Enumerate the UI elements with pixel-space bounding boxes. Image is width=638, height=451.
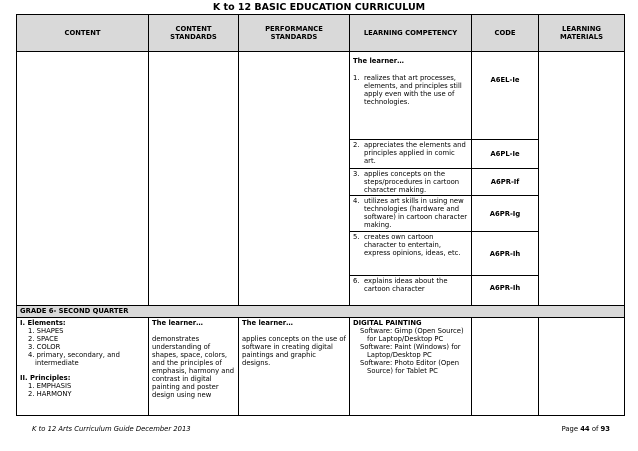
competency-number: 1.	[353, 74, 360, 82]
code-cell: A6PR-Ih	[472, 276, 539, 306]
materials-cell-empty	[539, 52, 625, 306]
header-learning-materials: LEARNING MATERIALS	[539, 15, 625, 52]
competency-number: 5.	[353, 233, 360, 241]
header-content-standards: CONTENT STANDARDS	[149, 15, 239, 52]
curriculum-table	[16, 14, 625, 416]
competency-cell	[350, 52, 472, 140]
header-code: CODE	[472, 15, 539, 52]
list-item: 3. COLOR	[28, 343, 61, 351]
competency-cell	[350, 140, 472, 169]
content-standards-cell	[149, 318, 239, 416]
performance-standards-cell-empty	[239, 52, 350, 306]
content-standards-intro: The learner…	[152, 319, 203, 327]
list-item: 2. SPACE	[28, 335, 59, 343]
header-content: CONTENT	[17, 15, 149, 52]
content-cell	[17, 318, 149, 416]
code-cell-empty	[472, 318, 539, 416]
content-standards-text: demonstrates understanding of shapes, space, colors, and the principles of emphasis, harmony and contrast in digital painting and poster design using new	[152, 335, 235, 399]
header-row	[17, 15, 625, 52]
competency-number: 3.	[353, 170, 360, 178]
content-cell-empty	[17, 52, 149, 306]
materials-cell-empty	[539, 318, 625, 416]
footer-guide-label: K to 12 Arts Curriculum Guide December 2013	[32, 425, 191, 433]
quarter-label: GRADE 6- SECOND QUARTER	[17, 306, 625, 318]
quarter-row	[17, 306, 625, 318]
list-item	[353, 277, 468, 293]
list-item: 2. HARMONY	[28, 390, 72, 398]
list-item: Software: Photo Editor (Open Source) for Tablet PC	[360, 359, 460, 375]
competency-text: applies concepts on the steps/procedures in cartoon character making.	[364, 170, 460, 194]
competency-cell	[350, 232, 472, 276]
competency-text: realizes that art processes, elements, and principles still apply even with the use of technologies.	[364, 74, 462, 106]
table-row	[17, 52, 625, 140]
list-item	[353, 197, 468, 229]
competency-number: 2.	[353, 141, 360, 149]
learner-intro: The learner…	[353, 57, 404, 65]
digital-painting-heading: DIGITAL PAINTING	[353, 319, 422, 327]
competency-cell	[350, 169, 472, 196]
code-cell: A6PR-Ig	[472, 196, 539, 232]
competency-number: 6.	[353, 277, 360, 285]
elements-heading: I. Elements:	[20, 319, 66, 327]
competency-text: utilizes art skills in using new technologies (hardware and software) in cartoon character making.	[364, 197, 468, 229]
code-cell: A6PL-Ie	[472, 140, 539, 169]
footer-page-number: Page 44 of 93	[561, 425, 610, 433]
code-cell: A6PR-If	[472, 169, 539, 196]
competency-number: 4.	[353, 197, 360, 205]
competency-text: creates own cartoon character to entertain, express opinions, ideas, etc.	[364, 233, 461, 257]
list-item	[353, 74, 468, 106]
list-item: Software: Paint (Windows) for Laptop/Desktop PC	[360, 343, 461, 359]
list-item	[353, 141, 468, 165]
header-learning-competency: LEARNING COMPETENCY	[350, 15, 472, 52]
list-item: 4. primary, secondary, and intermediate	[28, 351, 120, 367]
content-standards-cell-empty	[149, 52, 239, 306]
table-row	[17, 318, 625, 416]
performance-standards-intro: The learner…	[242, 319, 293, 327]
page-title: K to 12 BASIC EDUCATION CURRICULUM	[212, 2, 426, 13]
list-item: 1. EMPHASIS	[28, 382, 72, 390]
list-item	[353, 170, 468, 194]
list-item	[353, 233, 468, 257]
competency-text: appreciates the elements and principles applied in comic art.	[364, 141, 466, 165]
performance-standards-text: applies concepts on the use of software in creating digital paintings and graphic designs.	[242, 335, 346, 367]
list-item: Software: Gimp (Open Source) for Laptop/Desktop PC	[360, 327, 464, 343]
performance-standards-cell	[239, 318, 350, 416]
list-item: 1. SHAPES	[28, 327, 64, 335]
competency-q2-cell	[350, 318, 472, 416]
competency-cell	[350, 276, 472, 306]
code-cell: A6PR-Ih	[472, 232, 539, 276]
principles-heading: II. Principles:	[20, 374, 71, 382]
competency-text: explains ideas about the cartoon character	[364, 277, 448, 293]
header-performance-standards: PERFORMANCE STANDARDS	[239, 15, 350, 52]
competency-cell	[350, 196, 472, 232]
code-cell: A6EL-Ie	[472, 52, 539, 140]
